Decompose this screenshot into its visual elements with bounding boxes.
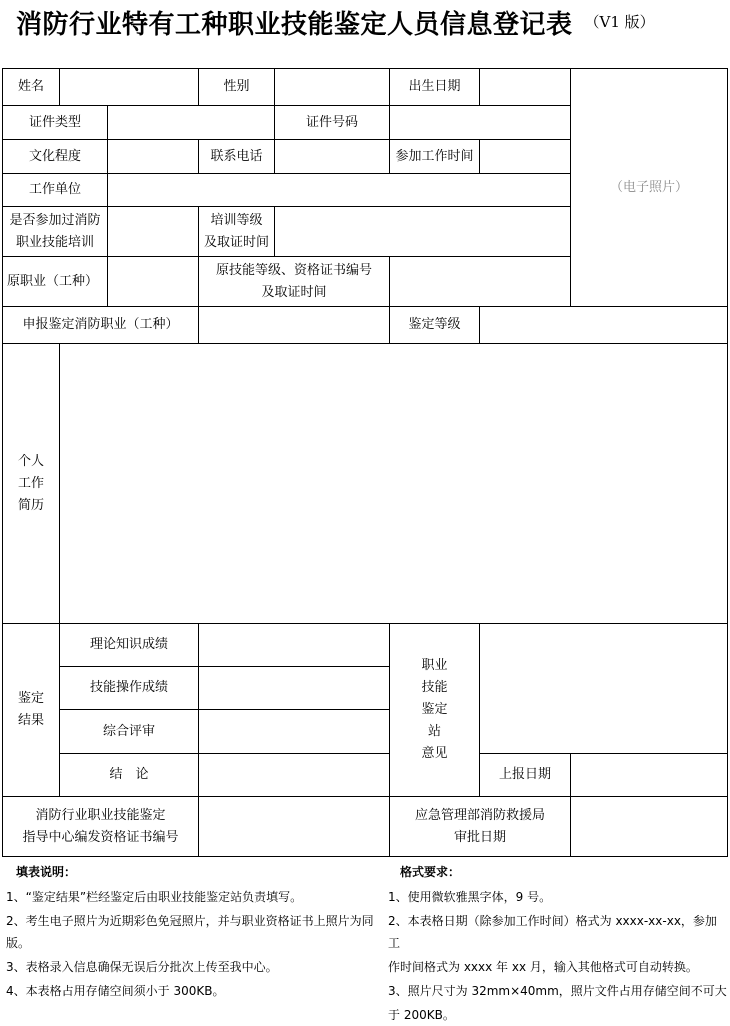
orig-cert-label-line2: 及取证时间: [261, 284, 327, 300]
format-block: [388, 861, 728, 1026]
orig-cert-label-line1: 原技能等级、资格证书编号: [215, 262, 372, 278]
phone-label: 联系电话: [198, 139, 275, 174]
trained-field[interactable]: [107, 206, 199, 257]
result-label-line1: 鉴定: [17, 691, 44, 706]
form-title: 消防行业特有工种职业技能鉴定人员信息登记表: [16, 10, 573, 40]
train-level-label: [198, 206, 275, 257]
format-heading: 格式要求：: [400, 865, 461, 879]
train-level-label-line1: 培训等级: [210, 212, 263, 228]
trained-label-line1: 是否参加过消防: [9, 212, 101, 228]
resume-field[interactable]: [59, 343, 728, 624]
result-label-line2: 结果: [17, 713, 44, 728]
resume-label-line1: 个人: [17, 453, 44, 469]
trained-label-line2: 职业技能培训: [15, 234, 94, 250]
apply-job-field[interactable]: [198, 306, 390, 344]
education-field[interactable]: [107, 139, 199, 174]
instruction-item: 2、考生电子照片为近期彩色免冠照片，并与职业资格证书上照片为同版。: [6, 914, 374, 950]
approval-date-label-line2: 审批日期: [453, 829, 506, 845]
report-date-label: 上报日期: [479, 753, 571, 797]
train-level-field[interactable]: [274, 206, 571, 257]
format-item: 于 200KB。: [388, 1008, 455, 1022]
overall-review-label: 综合评审: [59, 709, 199, 754]
station-opinion-label: [389, 623, 480, 797]
birth-date-field[interactable]: [479, 68, 571, 106]
cert-number-label-line1: 消防行业职业技能鉴定: [35, 807, 166, 823]
theory-score-label: 理论知识成绩: [59, 623, 199, 667]
orig-cert-label: [198, 256, 390, 307]
appraisal-level-label: 鉴定等级: [389, 306, 480, 344]
employer-label: 工作单位: [2, 173, 108, 207]
report-date-field[interactable]: [570, 753, 728, 797]
id-number-label: 证件号码: [274, 105, 390, 140]
employer-field[interactable]: [107, 173, 571, 207]
education-label: 文化程度: [2, 139, 108, 174]
appraisal-level-field[interactable]: [479, 306, 728, 344]
approval-date-label-line1: 应急管理部消防救援局: [414, 807, 545, 823]
instruction-item: 4、本表格占用存储空间须小于 300KB。: [6, 984, 225, 998]
work-start-label: 参加工作时间: [389, 139, 480, 174]
station-opinion-line2: 技能: [421, 680, 448, 695]
conclusion-label: 结 论: [59, 753, 199, 797]
orig-job-field[interactable]: [107, 256, 199, 307]
theory-score-field[interactable]: [198, 623, 390, 667]
skill-score-field[interactable]: [198, 666, 390, 710]
station-opinion-line5: 意见: [421, 746, 448, 761]
skill-score-label: 技能操作成绩: [59, 666, 199, 710]
gender-label: 性别: [198, 68, 275, 106]
trained-label: [2, 206, 108, 257]
phone-field[interactable]: [274, 139, 390, 174]
id-type-label: 证件类型: [2, 105, 108, 140]
format-item: 2、本表格日期（除参加工作时间）格式为 xxxx-xx-xx，参加工: [388, 914, 717, 950]
approval-date-label: [389, 796, 571, 857]
approval-date-field[interactable]: [570, 796, 728, 857]
resume-label-line2: 工作: [17, 475, 44, 491]
instruction-item: 3、表格录入信息确保无误后分批次上传至我中心。: [6, 960, 278, 974]
name-label: 姓名: [2, 68, 60, 106]
birth-date-label: 出生日期: [389, 68, 480, 106]
work-start-field[interactable]: [479, 139, 571, 174]
cert-number-label-line2: 指导中心编发资格证书编号: [22, 829, 179, 845]
format-item: 1、使用微软雅黑字体，9 号。: [388, 890, 552, 904]
orig-job-label: 原职业（工种）: [2, 256, 108, 307]
id-number-field[interactable]: [389, 105, 571, 140]
form-title-bar: [16, 4, 726, 44]
cert-number-label: [2, 796, 199, 857]
train-level-label-line2: 及取证时间: [203, 234, 269, 250]
station-opinion-line3: 鉴定: [421, 702, 448, 717]
format-item: 作时间格式为 xxxx 年 xx 月，输入其他格式可自动转换。: [388, 960, 698, 974]
instructions-heading: 填表说明：: [16, 865, 77, 879]
id-type-field[interactable]: [107, 105, 275, 140]
station-opinion-line4: 站: [427, 724, 441, 739]
name-field[interactable]: [59, 68, 199, 106]
result-label: [2, 623, 60, 797]
cert-number-field[interactable]: [198, 796, 390, 857]
instruction-item: 1、“鉴定结果”栏经鉴定后由职业技能鉴定站负责填写。: [6, 890, 303, 904]
overall-review-field[interactable]: [198, 709, 390, 754]
apply-job-label: 申报鉴定消防职业（工种）: [2, 306, 199, 344]
gender-field[interactable]: [274, 68, 390, 106]
orig-cert-field[interactable]: [389, 256, 571, 307]
format-item: 3、照片尺寸为 32mm×40mm，照片文件占用存储空间不可大: [388, 984, 727, 998]
conclusion-field[interactable]: [198, 753, 390, 797]
instructions-block: [6, 861, 386, 1002]
station-opinion-line1: 职业: [421, 658, 448, 673]
photo-box[interactable]: （电子照片）: [570, 68, 728, 307]
station-opinion-field[interactable]: [479, 623, 728, 754]
resume-label-line3: 简历: [17, 497, 44, 513]
resume-label: [2, 343, 60, 624]
form-version: （V1 版）: [584, 13, 655, 31]
